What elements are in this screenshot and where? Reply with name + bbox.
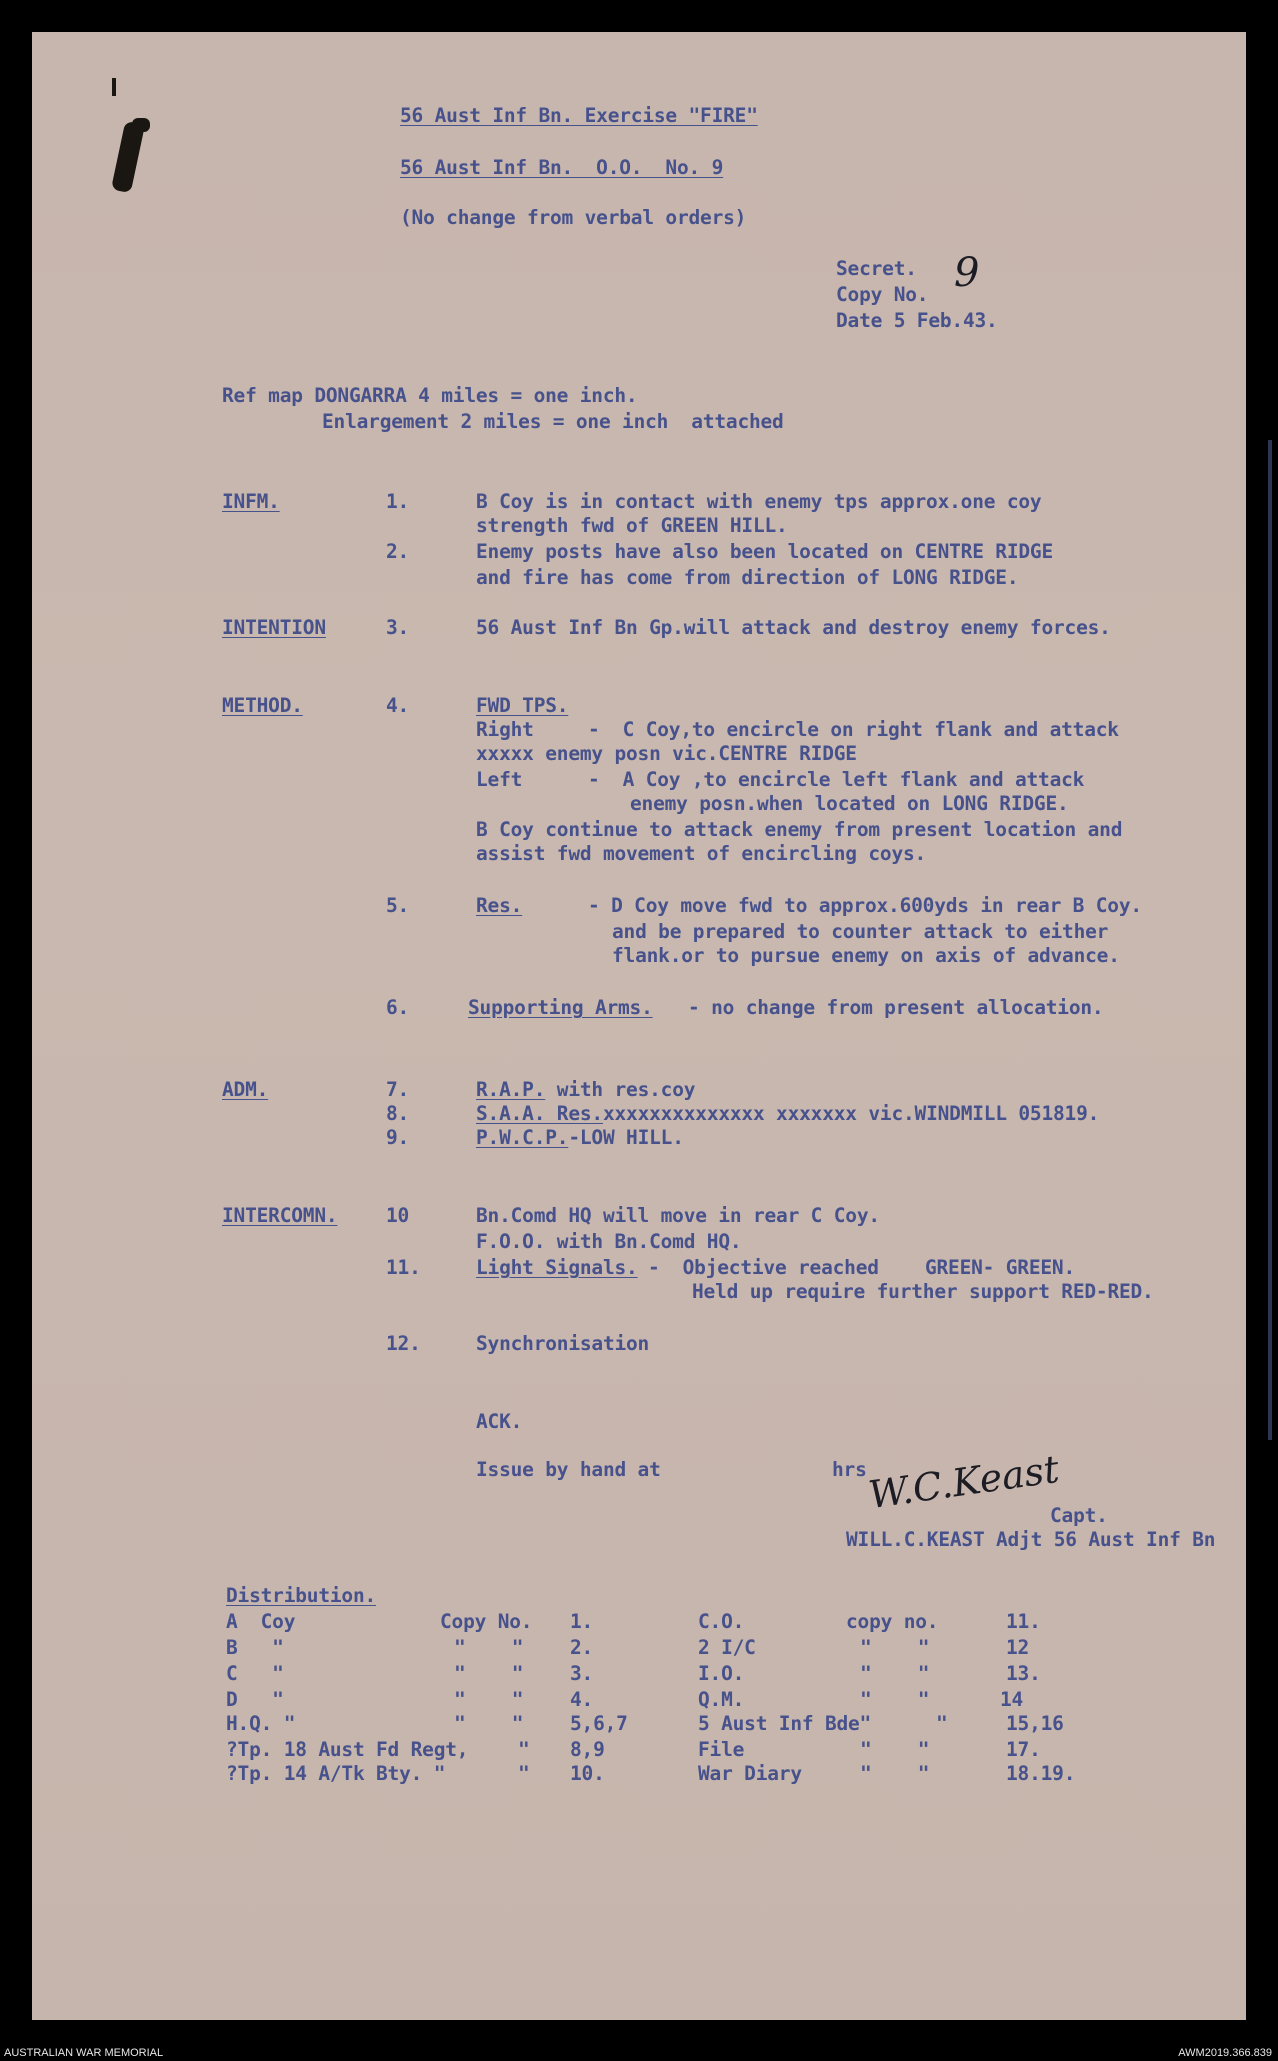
distribution-row: Q.M. <box>698 1688 745 1711</box>
para-number: 9. <box>386 1126 410 1149</box>
distribution-copy: 2. <box>570 1636 594 1659</box>
distribution-copy: 12 <box>1006 1636 1030 1659</box>
para-text: Enemy posts have also been located on CENTRE RIDGE <box>476 540 1053 563</box>
para-text: 56 Aust Inf Bn Gp.will attack and destroy enemy forces. <box>476 616 1111 639</box>
secret-label: Secret. <box>836 257 917 280</box>
para-text: and be prepared to counter attack to either <box>612 920 1109 943</box>
acknowledge: ACK. <box>476 1410 523 1433</box>
distribution-label: " " <box>860 1688 930 1711</box>
distribution-label: " <box>936 1712 948 1735</box>
distribution-copy: 5,6,7 <box>570 1712 628 1735</box>
distribution-row: H.Q. " <box>226 1712 296 1735</box>
para-number: 3. <box>386 616 410 639</box>
distribution-row: B " <box>226 1636 284 1659</box>
para-text: enemy posn.when located on LONG RIDGE. <box>630 792 1069 815</box>
para-text: flank.or to pursue enemy on axis of advance. <box>612 944 1120 967</box>
para-text: B Coy is in contact with enemy tps approx.one coy <box>476 490 1042 513</box>
order-note: (No change from verbal orders) <box>400 206 747 229</box>
para-text: B Coy continue to attack enemy from present location and <box>476 818 1123 841</box>
distribution-row: 5 Aust Inf Bde" <box>698 1712 872 1735</box>
distribution-label: " " <box>454 1712 524 1735</box>
reference-enlargement: Enlargement 2 miles = one inch attached <box>322 410 784 433</box>
reference-map: Ref map DONGARRA 4 miles = one inch. <box>222 384 638 407</box>
distribution-copy: 3. <box>570 1662 594 1685</box>
distribution-copy: 18.19. <box>1006 1762 1076 1785</box>
distribution-label: " " <box>860 1762 930 1785</box>
para-subheading: Supporting Arms. <box>468 996 653 1019</box>
para-text: xxxxx enemy posn vic.CENTRE RIDGE <box>476 742 857 765</box>
distribution-label: " " <box>454 1688 524 1711</box>
distribution-copy: 15,16 <box>1006 1712 1064 1735</box>
distribution-title: Distribution. <box>226 1584 377 1607</box>
distribution-copy: 17. <box>1006 1738 1041 1761</box>
signature: W.C.Keast <box>865 1446 1062 1518</box>
distribution-row: ?Tp. 18 Aust Fd Regt, <box>226 1738 469 1761</box>
operation-order-title: 56 Aust Inf Bn. O.O. No. 9 <box>400 156 724 179</box>
para-label: Left <box>476 768 523 791</box>
para-subheading: Res. <box>476 894 523 917</box>
para-subheading: FWD TPS. <box>476 694 569 717</box>
para-label: Right <box>476 718 534 741</box>
signature-block: WILL.C.KEAST Adjt 56 Aust Inf Bn <box>846 1528 1216 1551</box>
hrs-label: hrs <box>832 1458 867 1481</box>
distribution-row: A Coy <box>226 1610 296 1633</box>
para-text: assist fwd movement of encircling coys. <box>476 842 927 865</box>
para-text: R.A.P. with res.coy <box>476 1078 696 1101</box>
para-number: 12. <box>386 1332 421 1355</box>
paper-damage-mark <box>112 78 116 96</box>
distribution-row: C " <box>226 1662 284 1685</box>
copy-number-label: Copy No. <box>836 283 929 306</box>
distribution-copy: 13. <box>1006 1662 1041 1685</box>
para-text: Held up require further support RED-RED. <box>692 1280 1154 1303</box>
distribution-copy: 4. <box>570 1688 594 1711</box>
para-number: 8. <box>386 1102 410 1125</box>
para-number: 5. <box>386 894 410 917</box>
para-number: 10 <box>386 1204 410 1227</box>
para-number: 1. <box>386 490 410 513</box>
document-page <box>32 32 1246 2020</box>
distribution-row: D " <box>226 1688 284 1711</box>
distribution-label: " " <box>860 1738 930 1761</box>
para-number: 7. <box>386 1078 410 1101</box>
distribution-label: " <box>518 1762 530 1785</box>
distribution-label: " " <box>860 1636 930 1659</box>
rank: Capt. <box>1050 1504 1108 1527</box>
distribution-label: " " <box>860 1662 930 1685</box>
distribution-copy: 10. <box>570 1762 605 1785</box>
distribution-row: C.O. <box>698 1610 745 1633</box>
distribution-label: copy no. <box>846 1610 939 1633</box>
para-number: 4. <box>386 694 410 717</box>
distribution-copy: 14 <box>1000 1688 1024 1711</box>
para-text: S.A.A. Res.xxxxxxxxxxxxxx xxxxxxx vic.WINDMILL 051819. <box>476 1102 1100 1125</box>
para-text: Bn.Comd HQ will move in rear C Coy. <box>476 1204 880 1227</box>
section-heading-intention: INTENTION <box>222 616 326 639</box>
section-heading-infm: INFM. <box>222 490 280 513</box>
distribution-copy: 1. <box>570 1610 594 1633</box>
distribution-row: ?Tp. 14 A/Tk Bty. " <box>226 1762 446 1785</box>
section-heading-method: METHOD. <box>222 694 303 717</box>
distribution-copy: 8,9 <box>570 1738 605 1761</box>
section-heading-adm: ADM. <box>222 1078 269 1101</box>
section-heading-intercomn: INTERCOMN. <box>222 1204 338 1227</box>
para-text: P.W.C.P.-LOW HILL. <box>476 1126 684 1149</box>
para-number: 2. <box>386 540 410 563</box>
distribution-label: " " <box>454 1636 524 1659</box>
para-text: - C Coy,to encircle on right flank and attack <box>588 718 1119 741</box>
para-text: - D Coy move fwd to approx.600yds in rear B Coy. <box>588 894 1142 917</box>
distribution-copy: 11. <box>1006 1610 1041 1633</box>
para-text: Synchronisation <box>476 1332 650 1355</box>
para-text: - A Coy ,to encircle left flank and attack <box>588 768 1085 791</box>
para-number: 11. <box>386 1256 421 1279</box>
issue-label: Issue by hand at <box>476 1458 661 1481</box>
copy-number-handwritten: 9 <box>954 250 980 296</box>
distribution-row: 2 I/C <box>698 1636 756 1659</box>
distribution-label: " <box>518 1738 530 1761</box>
para-subheading: Light Signals. <box>476 1256 638 1279</box>
para-text: strength fwd of GREEN HILL. <box>476 514 788 537</box>
paper-damage-mark <box>132 118 150 132</box>
distribution-label: Copy No. <box>440 1610 533 1633</box>
order-date: Date 5 Feb.43. <box>836 309 998 332</box>
distribution-label: " " <box>454 1662 524 1685</box>
para-text: - no change from present allocation. <box>688 996 1104 1019</box>
para-text: - Objective reached GREEN- GREEN. <box>648 1256 1075 1279</box>
archive-reference: AWM2019.366.839 <box>1178 2047 1272 2059</box>
para-text: F.O.O. with Bn.Comd HQ. <box>476 1230 742 1253</box>
para-text: and fire has come from direction of LONG RIDGE. <box>476 566 1019 589</box>
bleed-through-edge <box>1268 440 1272 1440</box>
exercise-title: 56 Aust Inf Bn. Exercise "FIRE" <box>400 104 758 127</box>
para-number: 6. <box>386 996 410 1019</box>
archive-credit: AUSTRALIAN WAR MEMORIAL <box>4 2047 164 2059</box>
distribution-row: File <box>698 1738 745 1761</box>
distribution-row: War Diary <box>698 1762 802 1785</box>
distribution-row: I.O. <box>698 1662 745 1685</box>
